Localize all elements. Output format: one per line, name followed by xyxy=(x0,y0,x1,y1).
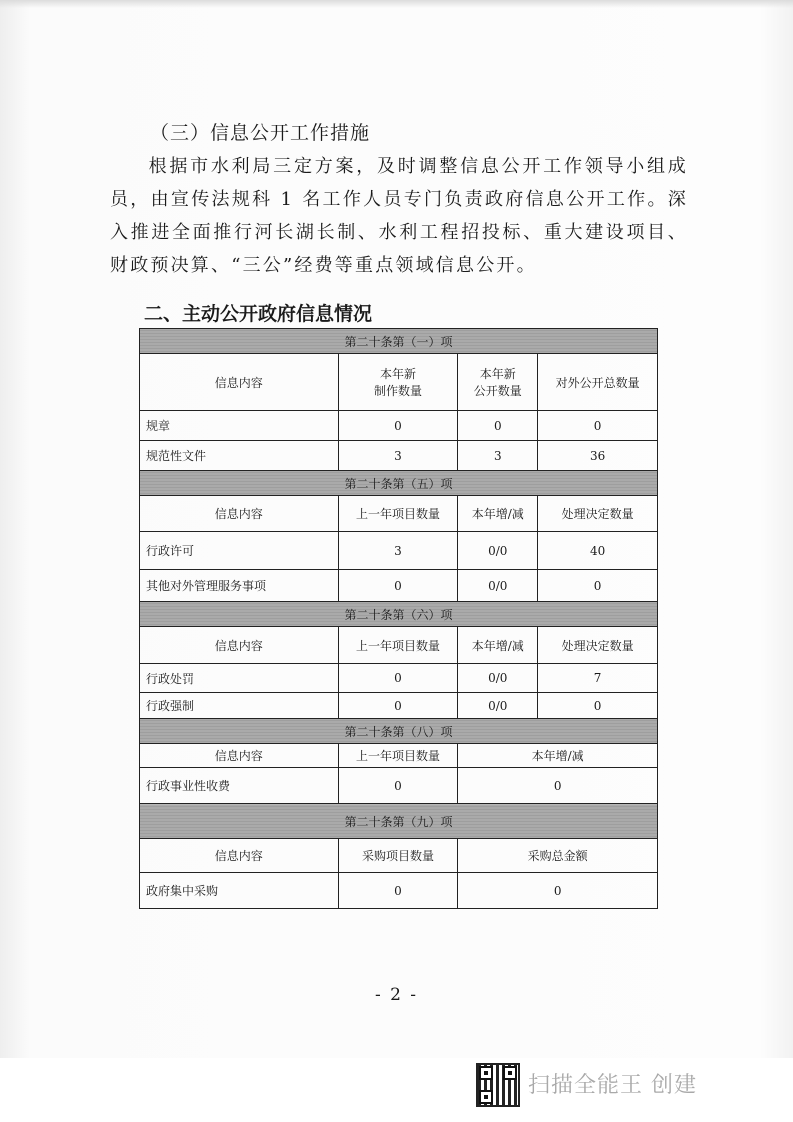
table-title: 第二十条第（八）项 xyxy=(140,719,658,744)
header-cell: 本年新 制作数量 xyxy=(338,354,458,411)
header-cell: 采购总金额 xyxy=(458,839,658,873)
section-heading: （三）信息公开工作措施 xyxy=(150,122,371,144)
cell-value: 0/0 xyxy=(458,693,538,719)
header-cell: 信息内容 xyxy=(140,839,339,873)
qr-finder-icon xyxy=(479,1066,493,1080)
cell-value: 3 xyxy=(338,532,458,570)
cell-value: 0 xyxy=(338,693,458,719)
cell-value: 0 xyxy=(338,664,458,693)
row-label: 政府集中采购 xyxy=(140,873,339,909)
header-cell: 本年增/减 xyxy=(458,627,538,664)
header-cell: 采购项目数量 xyxy=(338,839,458,873)
table-header-row xyxy=(140,839,658,873)
row-label: 规范性文件 xyxy=(140,441,339,471)
header-cell: 本年新 公开数量 xyxy=(458,354,538,411)
cell-value: 3 xyxy=(338,441,458,471)
cell-value: 0 xyxy=(458,411,538,441)
table-title: 第二十条第（五）项 xyxy=(140,471,658,496)
cell-value: 0 xyxy=(538,693,658,719)
header-cell: 处理决定数量 xyxy=(538,496,658,532)
row-label: 行政处罚 xyxy=(140,664,339,693)
cell-value: 0/0 xyxy=(458,664,538,693)
cell-value: 0/0 xyxy=(458,532,538,570)
table-row xyxy=(140,570,658,602)
row-label: 行政强制 xyxy=(140,693,339,719)
table-title-row xyxy=(140,804,658,839)
qr-code-icon xyxy=(476,1063,520,1107)
table-header-row xyxy=(140,627,658,664)
table-row xyxy=(140,411,658,441)
cell-value: 0 xyxy=(338,873,458,909)
page-number: - 2 - xyxy=(374,985,419,1005)
cell-value: 40 xyxy=(538,532,658,570)
table-row xyxy=(140,532,658,570)
cell-value: 0 xyxy=(338,570,458,602)
header-cell: 对外公开总数量 xyxy=(538,354,658,411)
header-cell: 信息内容 xyxy=(140,354,339,411)
table-title: 第二十条第（九）项 xyxy=(140,804,658,839)
scanner-watermark: 扫描全能王 创建 xyxy=(528,1073,697,1098)
table-row xyxy=(140,768,658,804)
header-cell: 本年增/减 xyxy=(458,744,658,768)
main-heading: 二、主动公开政府信息情况 xyxy=(144,303,373,325)
cell-value: 0 xyxy=(538,570,658,602)
table-header-row xyxy=(140,354,658,411)
qr-finder-icon xyxy=(479,1090,493,1104)
table-header-row xyxy=(140,496,658,532)
header-cell: 本年增/减 xyxy=(458,496,538,532)
table-title-row xyxy=(140,329,658,354)
disclosure-table xyxy=(139,328,658,909)
cell-value: 0 xyxy=(338,411,458,441)
table-row xyxy=(140,441,658,471)
header-cell: 处理决定数量 xyxy=(538,627,658,664)
cell-value: 0 xyxy=(538,411,658,441)
cell-value: 0 xyxy=(458,768,658,804)
scan-edge-shadow xyxy=(0,0,793,8)
cell-value: 3 xyxy=(458,441,538,471)
table-header-row xyxy=(140,744,658,768)
section-paragraph xyxy=(110,150,688,282)
row-label: 行政许可 xyxy=(140,532,339,570)
cell-value: 0 xyxy=(458,873,658,909)
header-cell: 信息内容 xyxy=(140,496,339,532)
table-title-row xyxy=(140,719,658,744)
paragraph-text: 根据市水利局三定方案，及时调整信息公开工作领导小组成员，由宣传法规科 1 名工作人员专门负责政府信息公开工作。深入推进全面推行河长湖长制、水利工程招投标、重大建设项目、财政预决算、“三公”经费等重点领域信息公开。 xyxy=(110,156,688,276)
cell-value: 36 xyxy=(538,441,658,471)
table-row xyxy=(140,693,658,719)
table-title: 第二十条第（一）项 xyxy=(140,329,658,354)
table-title: 第二十条第（六）项 xyxy=(140,602,658,627)
header-cell: 上一年项目数量 xyxy=(338,496,458,532)
table-row xyxy=(140,873,658,909)
row-label: 规章 xyxy=(140,411,339,441)
cell-value: 7 xyxy=(538,664,658,693)
row-label: 行政事业性收费 xyxy=(140,768,339,804)
qr-finder-icon xyxy=(503,1066,517,1080)
table-title-row xyxy=(140,602,658,627)
table-row xyxy=(140,664,658,693)
header-cell: 信息内容 xyxy=(140,627,339,664)
header-cell: 上一年项目数量 xyxy=(338,744,458,768)
cell-value: 0/0 xyxy=(458,570,538,602)
cell-value: 0 xyxy=(338,768,458,804)
row-label: 其他对外管理服务事项 xyxy=(140,570,339,602)
header-cell: 信息内容 xyxy=(140,744,339,768)
header-cell: 上一年项目数量 xyxy=(338,627,458,664)
table-title-row xyxy=(140,471,658,496)
